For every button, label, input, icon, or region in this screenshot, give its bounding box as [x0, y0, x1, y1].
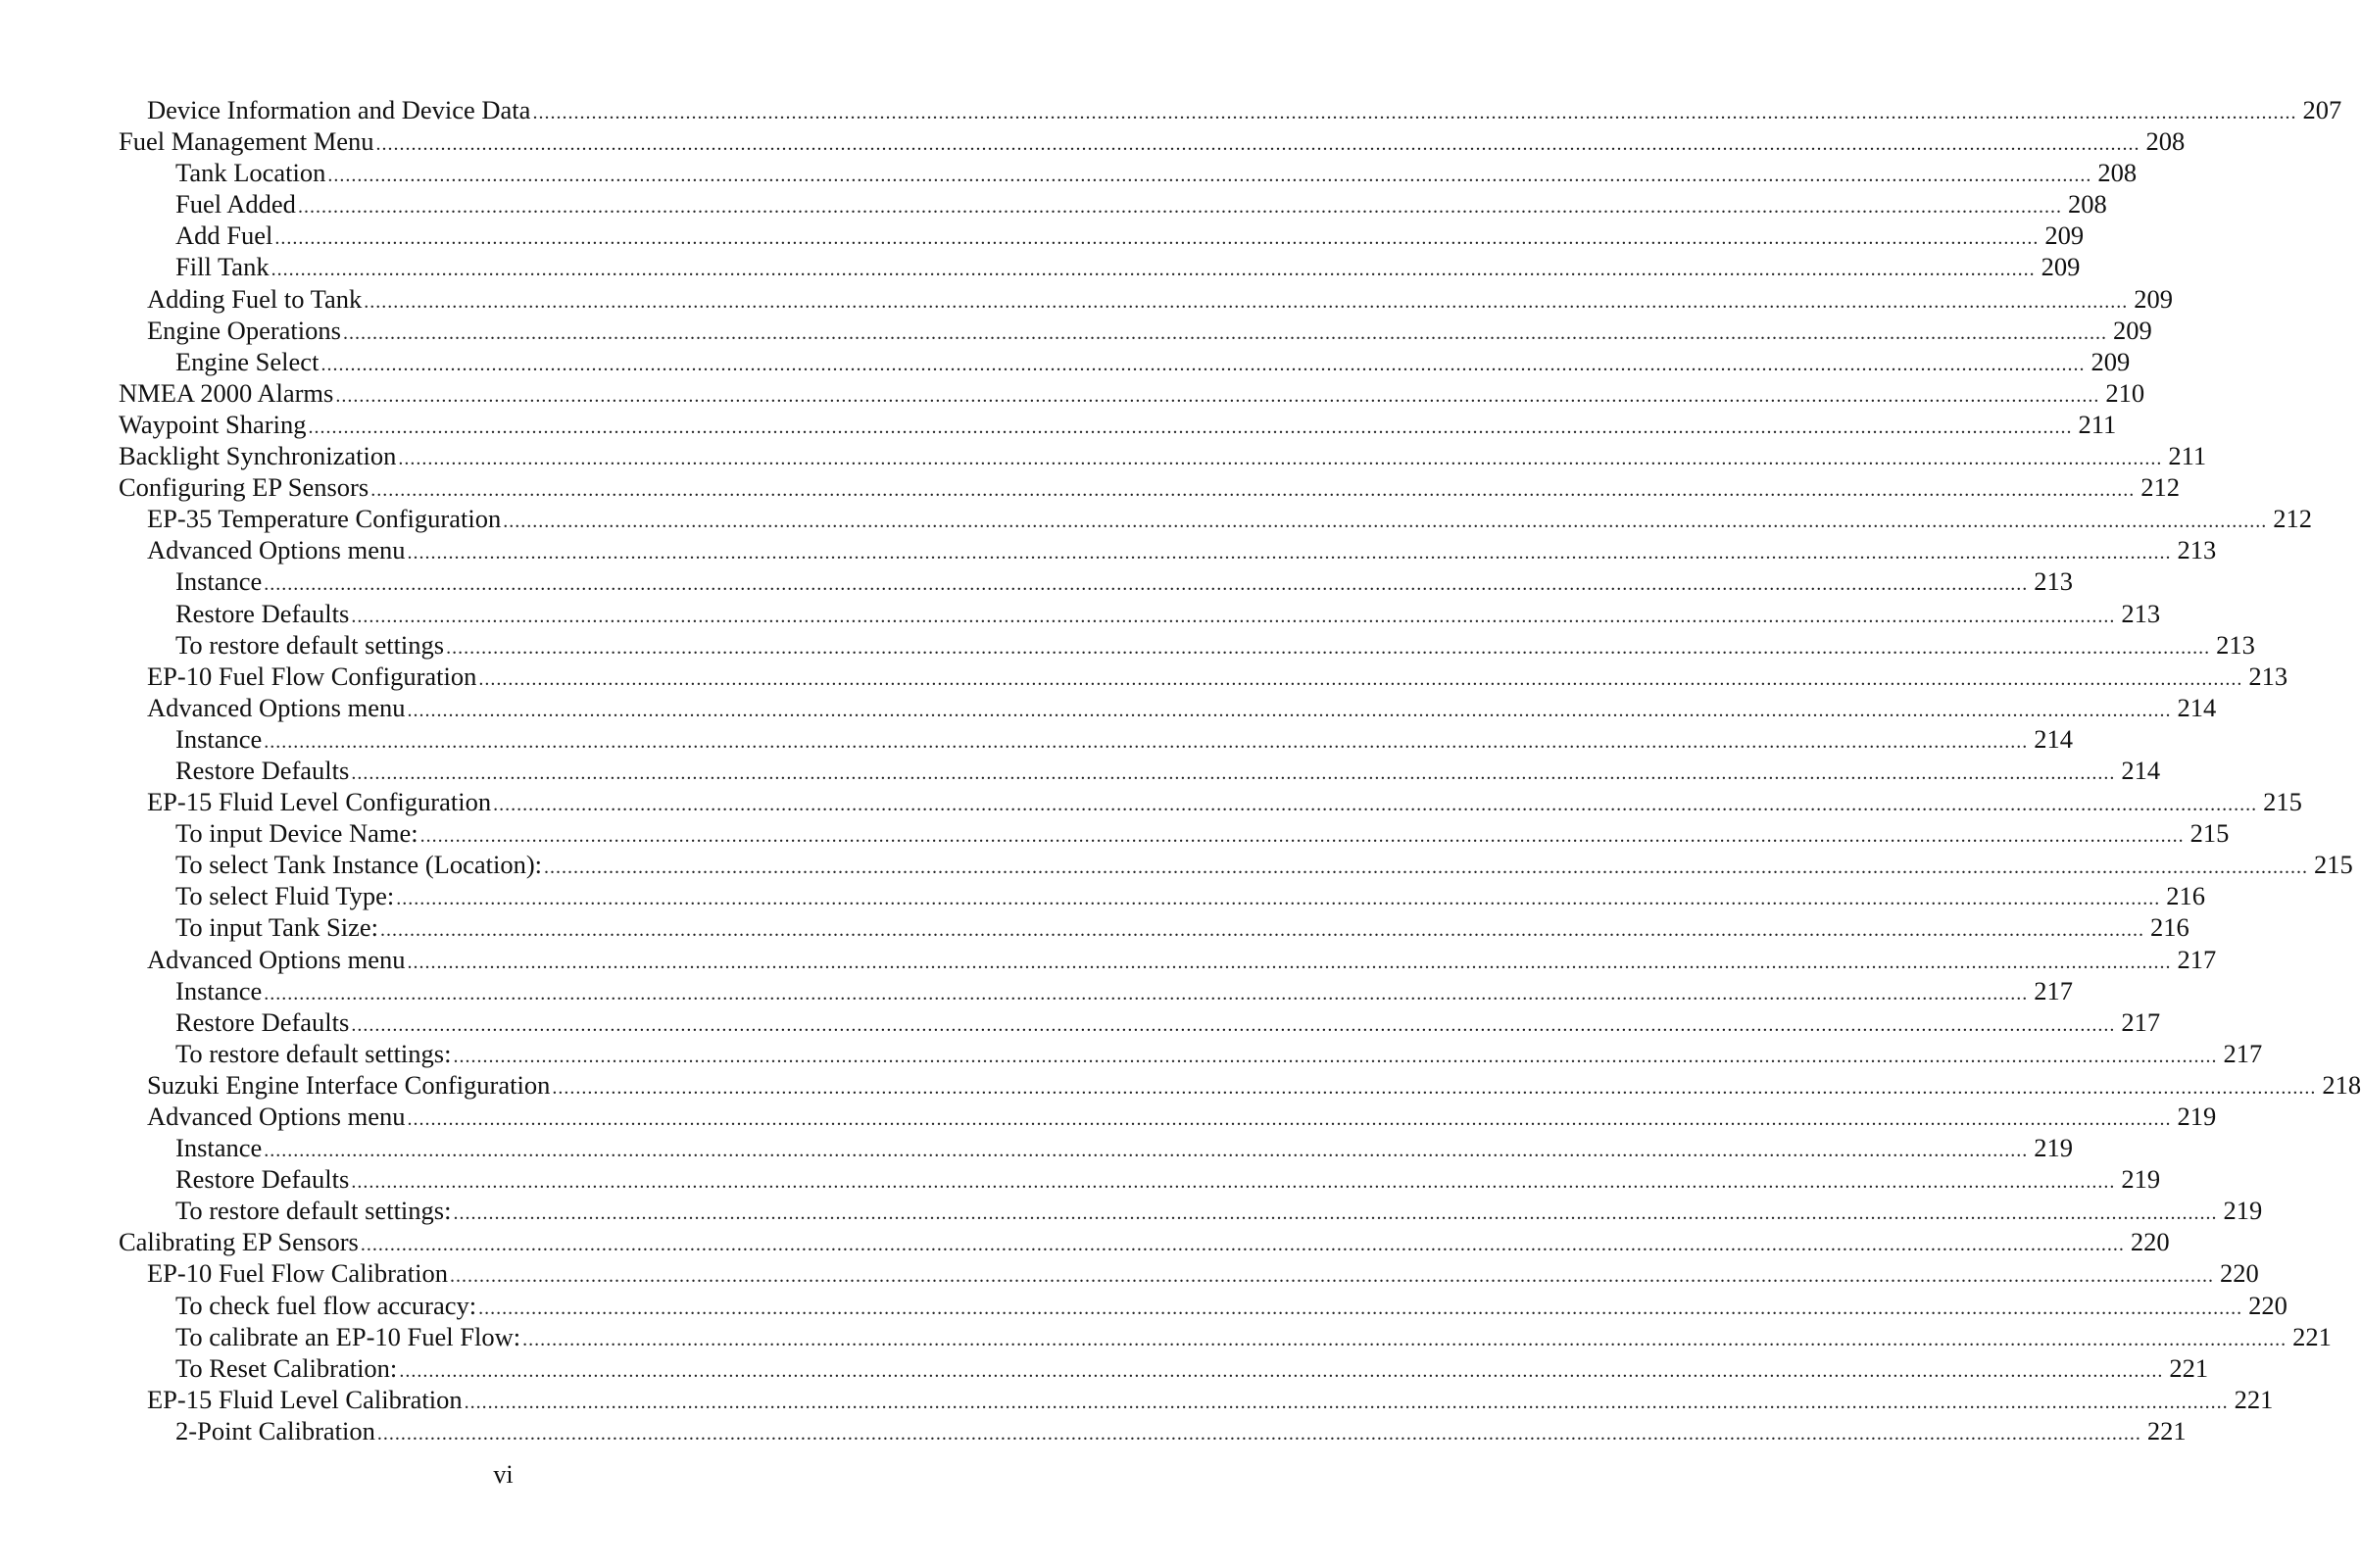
toc-entry-title: Advanced Options menu	[147, 692, 406, 722]
toc-entry-page: 214	[2177, 692, 2217, 722]
dot-leader: ............................................................................................................................................................................................................................................................................................................	[522, 1328, 2287, 1350]
toc-entry	[0, 1006, 2161, 1038]
toc-entry	[0, 880, 2205, 911]
toc-entry-line	[119, 377, 2145, 412]
toc-entry-title: Restore Defaults	[175, 1006, 350, 1037]
toc-entry-page: 214	[2034, 723, 2074, 754]
toc-entry-line	[175, 1321, 2332, 1355]
toc-entry-page: 209	[2112, 315, 2152, 345]
dot-leader: ............................................................................................................................................................................................................................................................................................................	[335, 384, 2100, 407]
dot-leader: ............................................................................................................................................................................................................................................................................................................	[271, 259, 2036, 281]
toc-entry	[0, 1226, 2170, 1257]
toc-entry	[0, 849, 2353, 880]
toc-entry-line	[147, 944, 2217, 978]
toc-entry-page: 216	[2150, 912, 2189, 943]
toc-entry-line	[175, 1195, 2263, 1229]
toc-entry-title: Restore Defaults	[175, 755, 350, 785]
toc-entry	[0, 1290, 2287, 1321]
toc-entry-page: 209	[2090, 346, 2131, 376]
dot-leader: ............................................................................................................................................................................................................................................................................................................	[544, 857, 2309, 879]
dot-leader: ............................................................................................................................................................................................................................................................................................................	[351, 1013, 2116, 1036]
toc-entry-title: Advanced Options menu	[147, 1102, 406, 1131]
toc-entry-line	[147, 315, 2152, 349]
toc-entry-page: 219	[2034, 1133, 2074, 1163]
toc-entry-line	[147, 692, 2217, 726]
toc-entry-page: 215	[2263, 787, 2302, 817]
toc-entry	[0, 975, 2074, 1006]
toc-entry-title: Advanced Options menu	[147, 944, 406, 974]
toc-entry-title: EP-15 Fluid Level Calibration	[147, 1384, 463, 1414]
dot-leader: ............................................................................................................................................................................................................................................................................................................	[532, 102, 2297, 123]
toc-entry-line	[119, 440, 2207, 474]
toc-entry	[0, 1415, 2187, 1446]
dot-leader: ............................................................................................................................................................................................................................................................................................................	[493, 794, 2258, 816]
toc-entry	[0, 1352, 2209, 1384]
dot-leader: ............................................................................................................................................................................................................................................................................................................	[342, 321, 2107, 344]
toc-entry	[0, 471, 2180, 503]
toc-entry-line	[147, 94, 2342, 128]
toc-entry	[0, 283, 2173, 315]
toc-entry-title: Suzuki Engine Interface Configuration	[147, 1069, 551, 1100]
toc-entry-title: EP-10 Fuel Flow Calibration	[147, 1258, 448, 1289]
dot-leader: ............................................................................................................................................................................................................................................................................................................	[399, 1359, 2164, 1382]
toc-entry-title: Instance	[175, 723, 263, 754]
toc-entry-line	[175, 1352, 2209, 1387]
toc-entry-title: Instance	[175, 566, 263, 597]
toc-entry	[0, 1163, 2161, 1195]
dot-leader: ............................................................................................................................................................................................................................................................................................................	[351, 605, 2116, 627]
dot-leader: ............................................................................................................................................................................................................................................................................................................	[264, 1140, 2029, 1162]
toc-entry	[0, 692, 2217, 723]
dot-leader: ............................................................................................................................................................................................................................................................................................................	[453, 1045, 2218, 1067]
toc-entry-line	[175, 975, 2074, 1009]
toc-entry-title: To select Tank Instance (Location):	[175, 850, 543, 880]
toc-entry-page: 212	[2140, 472, 2180, 503]
toc-entry-page: 216	[2166, 881, 2205, 911]
toc-entry-page: 221	[2169, 1352, 2209, 1383]
dot-leader: ............................................................................................................................................................................................................................................................................................................	[364, 290, 2129, 313]
toc-entry-title: NMEA 2000 Alarms	[119, 377, 334, 408]
toc-entry-line	[147, 786, 2302, 820]
toc-entry	[0, 125, 2186, 157]
toc-entry-line	[175, 723, 2074, 758]
toc-entry-title: EP-10 Fuel Flow Configuration	[147, 661, 477, 691]
toc-entry-title: To restore default settings:	[175, 1196, 452, 1226]
toc-entry-page: 209	[2044, 220, 2085, 251]
toc-entry	[0, 911, 2189, 943]
dot-leader: ............................................................................................................................................................................................................................................................................................................	[407, 951, 2172, 973]
toc-entry	[0, 723, 2074, 755]
toc-entry-page: 213	[2177, 535, 2217, 565]
toc-entry-line	[147, 661, 2288, 695]
toc-entry	[0, 377, 2145, 409]
dot-leader: ............................................................................................................................................................................................................................................................................................................	[297, 196, 2062, 219]
toc-entry-page: 221	[2146, 1415, 2187, 1446]
toc-entry-page: 211	[2168, 441, 2207, 471]
dot-leader: ............................................................................................................................................................................................................................................................................................................	[464, 1391, 2229, 1413]
toc-entry-line	[175, 817, 2230, 852]
toc-entry-page: 221	[2234, 1384, 2274, 1414]
toc-entry-page: 208	[2097, 158, 2138, 188]
toc-entry-title: Advanced Options menu	[147, 535, 406, 565]
toc-entry-page: 214	[2121, 755, 2161, 785]
toc-entry-title: Fuel Management Menu	[119, 126, 374, 157]
dot-leader: ............................................................................................................................................................................................................................................................................................................	[552, 1076, 2317, 1099]
toc-entry	[0, 94, 2342, 125]
toc-entry-page: 219	[2223, 1196, 2263, 1226]
dot-leader: ............................................................................................................................................................................................................................................................................................................	[327, 165, 2092, 187]
dot-leader: ............................................................................................................................................................................................................................................................................................................	[407, 542, 2172, 564]
dot-leader: ............................................................................................................................................................................................................................................................................................................	[264, 573, 2029, 596]
dot-leader: ............................................................................................................................................................................................................................................................................................................	[274, 227, 2040, 250]
toc-entry-page: 209	[2041, 252, 2081, 282]
dot-leader: ............................................................................................................................................................................................................................................................................................................	[360, 1234, 2125, 1256]
toc-entry-line	[175, 1163, 2161, 1198]
toc-entry-line	[147, 503, 2312, 537]
dot-leader: ............................................................................................................................................................................................................................................................................................................	[308, 416, 2073, 438]
toc-entry-line	[147, 1257, 2259, 1292]
toc-entry	[0, 1101, 2217, 1132]
toc-entry-page: 208	[2067, 189, 2107, 220]
toc-entry-line	[175, 911, 2189, 946]
dot-leader: ............................................................................................................................................................................................................................................................................................................	[478, 667, 2243, 690]
toc-entry-page: 209	[2134, 283, 2173, 314]
toc-entry-line	[175, 1290, 2287, 1324]
toc-entry-page: 218	[2322, 1069, 2361, 1100]
toc-entry-line	[147, 1101, 2217, 1135]
toc-entry-page: 210	[2105, 377, 2145, 408]
toc-entry-line	[175, 346, 2131, 380]
toc-entry-page: 213	[2034, 566, 2074, 597]
toc-entry-title: Add Fuel	[175, 220, 273, 251]
toc-entry-title: Configuring EP Sensors	[119, 472, 369, 503]
toc-entry	[0, 565, 2074, 597]
toc-entry-title: Calibrating EP Sensors	[119, 1227, 359, 1257]
toc-entry-title: To Reset Calibration:	[175, 1352, 398, 1383]
toc-entry-page: 219	[2121, 1164, 2161, 1195]
dot-leader: ............................................................................................................................................................................................................................................................................................................	[396, 888, 2161, 910]
toc-entry	[0, 1038, 2263, 1069]
dot-leader: ............................................................................................................................................................................................................................................................................................................	[264, 982, 2029, 1004]
toc-entry-line	[175, 849, 2353, 883]
dot-leader: ............................................................................................................................................................................................................................................................................................................	[453, 1202, 2218, 1225]
toc-entry-line	[175, 1006, 2161, 1041]
toc-entry	[0, 755, 2161, 786]
dot-leader: ............................................................................................................................................................................................................................................................................................................	[407, 699, 2172, 721]
toc-entry-page: 212	[2273, 504, 2312, 534]
toc-entry-page: 220	[2248, 1290, 2287, 1320]
toc-entry-page: 213	[2121, 598, 2161, 628]
dot-leader: ............................................................................................................................................................................................................................................................................................................	[370, 479, 2136, 502]
toc-entry	[0, 220, 2085, 251]
toc-entry-line	[175, 251, 2081, 285]
toc-entry-title: EP-15 Fluid Level Configuration	[147, 787, 492, 817]
toc-entry-line	[147, 534, 2217, 568]
toc-entry-title: To input Tank Size:	[175, 912, 379, 943]
toc-entry-line	[175, 565, 2074, 600]
toc-entry	[0, 1195, 2263, 1226]
dot-leader: ............................................................................................................................................................................................................................................................................................................	[351, 761, 2116, 784]
toc-entry	[0, 346, 2131, 377]
toc-entry-title: Engine Operations	[147, 315, 341, 345]
toc-entry-title: Tank Location	[175, 158, 326, 188]
table-of-contents	[0, 94, 2361, 1446]
dot-leader: ............................................................................................................................................................................................................................................................................................................	[478, 1297, 2243, 1319]
toc-entry-title: 2-Point Calibration	[175, 1415, 375, 1446]
toc-entry-title: Backlight Synchronization	[119, 441, 397, 471]
toc-entry	[0, 251, 2081, 282]
dot-leader: ............................................................................................................................................................................................................................................................................................................	[376, 1422, 2141, 1445]
toc-entry-line	[175, 629, 2255, 663]
toc-entry-page: 213	[2216, 629, 2255, 660]
toc-entry	[0, 1257, 2259, 1289]
toc-entry-title: To restore default settings:	[175, 1038, 452, 1068]
dot-leader: ............................................................................................................................................................................................................................................................................................................	[419, 825, 2185, 848]
dot-leader: ............................................................................................................................................................................................................................................................................................................	[375, 133, 2140, 156]
toc-entry	[0, 315, 2152, 346]
toc-entry-page: 215	[2314, 850, 2353, 880]
dot-leader: ............................................................................................................................................................................................................................................................................................................	[449, 1265, 2214, 1288]
toc-entry-line	[175, 755, 2161, 789]
dot-leader: ............................................................................................................................................................................................................................................................................................................	[446, 636, 2211, 659]
toc-entry-title: Restore Defaults	[175, 1164, 350, 1195]
toc-entry-page: 213	[2248, 661, 2288, 691]
dot-leader: ............................................................................................................................................................................................................................................................................................................	[407, 1108, 2172, 1130]
toc-entry-line	[147, 1069, 2361, 1103]
toc-entry	[0, 534, 2217, 565]
toc-entry	[0, 661, 2288, 692]
toc-entry-title: Waypoint Sharing	[119, 409, 307, 439]
toc-entry-title: To calibrate an EP-10 Fuel Flow:	[175, 1321, 521, 1351]
toc-entry-line	[175, 1132, 2074, 1166]
toc-entry-title: To input Device Name:	[175, 818, 418, 849]
toc-entry	[0, 944, 2217, 975]
toc-entry-title: Engine Select	[175, 346, 320, 376]
toc-entry-line	[119, 471, 2180, 506]
toc-entry-title: Instance	[175, 1133, 263, 1163]
toc-entry-line	[175, 188, 2107, 222]
toc-entry	[0, 817, 2230, 849]
toc-entry-line	[147, 1384, 2274, 1418]
toc-entry-title: To check fuel flow accuracy:	[175, 1290, 477, 1320]
toc-entry-page: 211	[2078, 409, 2117, 439]
toc-entry-line	[119, 1226, 2170, 1260]
toc-entry-title: Instance	[175, 975, 263, 1005]
toc-entry	[0, 1384, 2274, 1415]
toc-entry-line	[119, 125, 2186, 160]
toc-entry-title: Device Information and Device Data	[147, 95, 531, 124]
toc-entry	[0, 1069, 2361, 1101]
toc-entry-title: Restore Defaults	[175, 598, 350, 628]
toc-entry	[0, 409, 2117, 440]
toc-entry-line	[147, 283, 2173, 318]
toc-entry-page: 220	[2130, 1227, 2170, 1257]
dot-leader: ............................................................................................................................................................................................................................................................................................................	[503, 511, 2268, 533]
toc-entry-page: 217	[2177, 944, 2217, 974]
toc-entry-page: 220	[2219, 1258, 2259, 1289]
toc-entry-page: 215	[2189, 818, 2230, 849]
toc-entry-title: EP-35 Temperature Configuration	[147, 504, 502, 534]
toc-entry	[0, 1132, 2074, 1163]
toc-entry-title: Adding Fuel to Tank	[147, 283, 363, 314]
toc-entry	[0, 786, 2302, 817]
toc-entry	[0, 598, 2161, 629]
toc-entry-page: 217	[2223, 1038, 2263, 1068]
toc-entry-page: 207	[2302, 95, 2342, 124]
toc-entry-title: To restore default settings	[175, 629, 445, 660]
toc-entry-page: 217	[2034, 975, 2074, 1005]
toc-entry-line	[175, 220, 2085, 254]
toc-entry-line	[175, 157, 2138, 191]
toc-entry-line	[175, 1415, 2187, 1449]
toc-entry	[0, 188, 2107, 220]
page-number: vi	[493, 1460, 514, 1489]
dot-leader: ............................................................................................................................................................................................................................................................................................................	[264, 730, 2029, 753]
toc-entry	[0, 629, 2255, 661]
dot-leader: ............................................................................................................................................................................................................................................................................................................	[351, 1171, 2116, 1194]
toc-entry-line	[175, 598, 2161, 632]
toc-entry	[0, 1321, 2332, 1352]
toc-entry-title: To select Fluid Type:	[175, 881, 395, 911]
toc-entry	[0, 503, 2312, 534]
toc-entry-line	[175, 1038, 2263, 1072]
toc-entry-title: Fuel Added	[175, 189, 296, 220]
toc-entry	[0, 157, 2138, 188]
toc-entry-line	[175, 880, 2205, 914]
dot-leader: ............................................................................................................................................................................................................................................................................................................	[398, 448, 2163, 470]
toc-entry-line	[119, 409, 2117, 443]
toc-entry-page: 208	[2145, 126, 2186, 157]
toc-entry-page: 221	[2292, 1321, 2332, 1351]
toc-entry-page: 219	[2177, 1102, 2217, 1131]
dot-leader: ............................................................................................................................................................................................................................................................................................................	[380, 919, 2145, 942]
toc-entry-title: Fill Tank	[175, 252, 270, 282]
dot-leader: ............................................................................................................................................................................................................................................................................................................	[320, 353, 2086, 375]
toc-entry-page: 217	[2121, 1006, 2161, 1037]
toc-entry	[0, 440, 2207, 471]
